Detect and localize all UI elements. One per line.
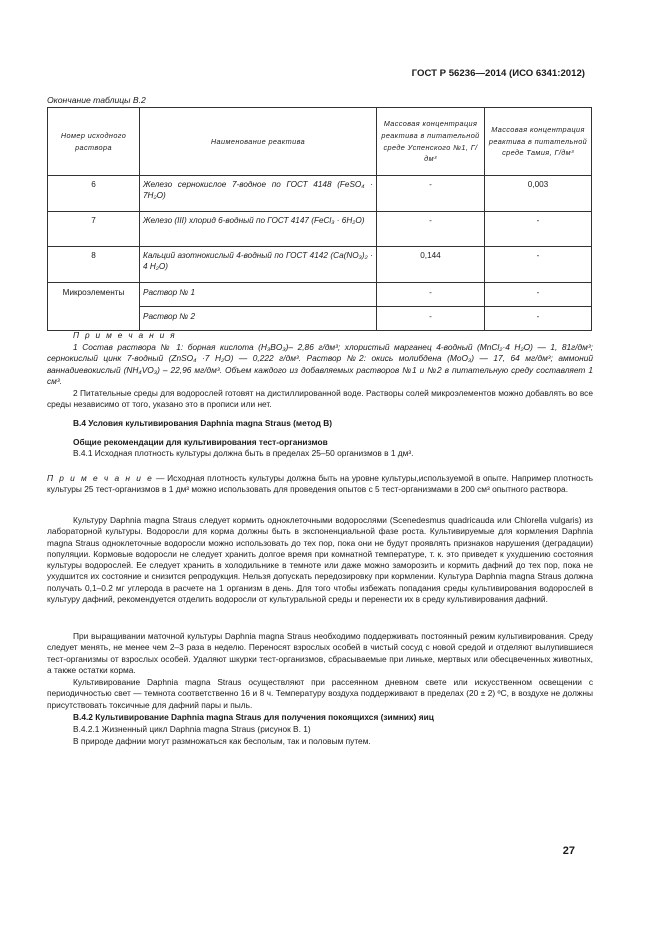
page-number: 27 <box>562 845 575 857</box>
cell-reagent: Раствор № 2 <box>140 307 377 331</box>
paragraph-b421: В.4.2.1 Жизненный цикл Daphnia magna Straus (рисунок В. 1) <box>73 724 311 734</box>
cell-number: 8 <box>48 247 140 283</box>
header-cell-reagent: Наименование реактива <box>140 108 377 176</box>
cell-uspensky: - <box>377 283 485 307</box>
table-header-row <box>48 108 592 176</box>
notes-title: П р и м е ч а н и я <box>73 330 177 340</box>
note-density <box>47 473 593 496</box>
header-cell-tamiya: Массовая концентрация реактива в питательной среде Тамия, Г/дм³ <box>485 108 592 176</box>
cell-number: 7 <box>48 212 140 247</box>
header-cell-number: Номер исходного раствора <box>48 108 140 176</box>
table-row <box>48 283 592 307</box>
section-b4-title: В.4 Условия культивирования Daphnia magna Straus (метод В) <box>73 418 333 428</box>
reagent-table <box>47 107 592 331</box>
cell-reagent: Раствор № 1 <box>140 283 377 307</box>
cell-uspensky: - <box>377 307 485 331</box>
cell-uspensky: 0,144 <box>377 247 485 283</box>
section-b4-subtitle: Общие рекомендации для культивирования тест-организмов <box>73 437 328 447</box>
note-2: 2 Питательные среды для водорослей готовят на дистиллированной воде. Растворы солей микроэлементов можно добавлять во все среды независимо от того, указано это в прописи или нет. <box>47 388 593 410</box>
cell-uspensky: - <box>377 212 485 247</box>
header-cell-uspensky: Массовая концентрация реактива в питательной среде Успенского №1, Г/дм³ <box>377 108 485 176</box>
paragraph-b41: В.4.1 Исходная плотность культуры должна быть в пределах 25–50 организмов в 1 дм³. <box>73 448 414 458</box>
table-row <box>48 247 592 283</box>
table-row <box>48 176 592 212</box>
paragraph-feeding: Культуру Daphnia magna Straus следует кормить одноклеточными водорослями (Scenedesmus quadricauda или Chlorella vulgaris) из лабораторной культуры. Водоросли для корма должны быть в экспоненциальной фазе роста. Культивируемые для кормления Daphnia magna Straus одноклеточные водоросли можно использовать до тех пор, пока они не будут проявлять признаков нарушения (деградации) популяции. Кормовые водоросли не следует хранить долгое время при комнатной температуре, т. к. это приведет к ухудшению состояния культуры водорослей. Ее следует хранить в холодильнике в темноте или даже можно заморозить и кормить дафний до тех пор, пока не ухудшится их состояние и снизится репродукция. Нельзя допускать передозировку при кормлении. Культура Daphnia magna Straus должна получать 0,1–0.2 мг углерода в расчете на 1 организм в день. Для того чтобы избежать попадания среды культивирования водорослей в культуру дафний, рекомендуется отделить водоросли от культуральной среды и перенести их в среду культивирования дафний. <box>47 515 593 605</box>
cell-reagent: Кальций азотнокислый 4-водный по ГОСТ 4142 (Ca(NO₃)₂ · 4 H₂O) <box>140 247 377 283</box>
cell-tamiya: - <box>485 307 592 331</box>
cell-number: 6 <box>48 176 140 212</box>
cell-reagent: Железо сернокислое 7-водное по ГОСТ 4148 (FeSO₄ · 7H₂O) <box>140 176 377 212</box>
table-row <box>48 212 592 247</box>
paragraph-reproduction: В природе дафнии могут размножаться как бесполым, так и половым путем. <box>73 736 371 746</box>
table-caption: Окончание таблицы В.2 <box>47 95 146 105</box>
note-text: — Исходная плотность культуры должна быть на уровне культуры,используемой в опыте. Например плотность культуры 25 тест-организмов в 1 дм³ можно использовать для проведения опытов с 5 тест-организмами в 200 см³ опытного раствора. <box>47 473 593 495</box>
document-header: ГОСТ Р 56236—2014 (ИСО 6341:2012) <box>411 68 585 79</box>
section-b42-title: В.4.2 Культивирование Daphnia magna Straus для получения покоящихся (зимних) яиц <box>73 712 434 722</box>
cell-tamiya: - <box>485 283 592 307</box>
cell-tamiya: - <box>485 247 592 283</box>
cell-number: Микроэлементы <box>48 283 140 331</box>
cell-tamiya: 0,003 <box>485 176 592 212</box>
cell-tamiya: - <box>485 212 592 247</box>
note-1: 1 Состав раствора № 1: борная кислота (H₃BO₃)– 2,86 г/дм³; хлористый марганец 4-водный (MnCl₂·4 H₂O) — 1, 81г/дм³; сернокислый цинк 7-водный (ZnSO₄ ·7 H₂O) — 0,222 г/дм³. Раствор №2: окись молибдена (MoO₃) — 17, 64 мг/дм³; аммоний ваннадиевокислый (NH₄VO₃) – 22,96 мг/дм³. Объем каждого из добавляемых растворов №1 и №2 в питательную среду составляет 1 см³. <box>47 342 593 386</box>
paragraph-maintenance: При выращивании маточной культуры Daphnia magna Straus необходимо поддерживать постоянный режим культивирования. Среду следует менять, не менее чем 2–3 раза в неделю. Переносят взрослых особей в чистый сосуд с новой средой и отделяют вылупившиеся тест-организмы от взрослых особей. Удаляют шкурки тест-организмов, сбрасываемые при линьке, мертвых или обесцвеченных животных, а также остатки корма. <box>47 631 593 675</box>
paragraph-conditions: Культивирование Daphnia magna Straus осуществляют при рассеянном дневном свете или искусственном освещении с периодичностью свет — темнота соответственно 16 и 8 ч. Температуру воздуха поддерживают в пределах (20 ± 2) ºС, в воздухе не должны присутствовать токсичные для дафний пары и пыль. <box>47 677 593 710</box>
note-label: П р и м е ч а н и е <box>47 473 154 483</box>
cell-reagent: Железо (III) хлорид 6-водный по ГОСТ 4147 (FeCl₃ · 6H₂O) <box>140 212 377 247</box>
cell-uspensky: - <box>377 176 485 212</box>
